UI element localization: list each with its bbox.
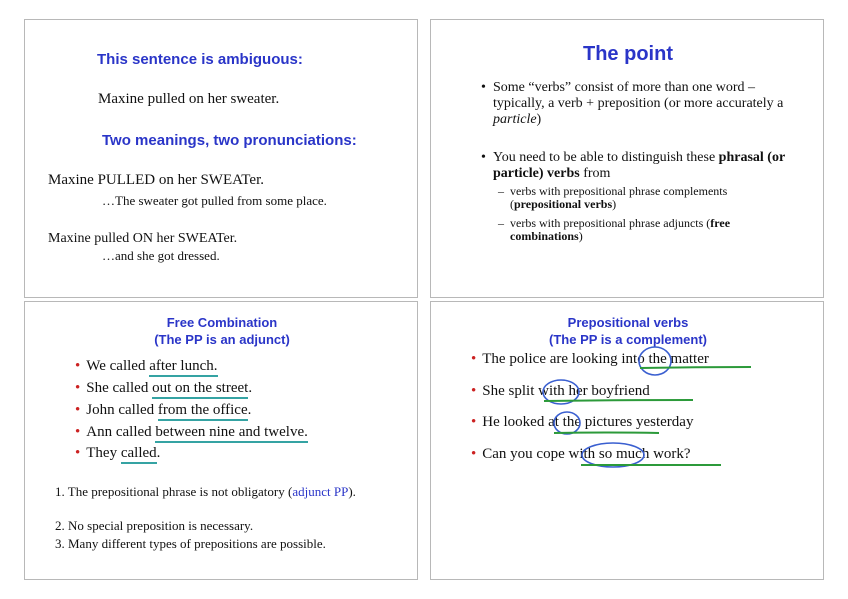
bullet-text-part: You need to be able to distinguish these — [493, 150, 719, 165]
numbered-item: 3. Many different types of prepositions are possible. — [55, 536, 326, 551]
dash-marker: – — [498, 216, 504, 230]
list-item: • Can you cope with so much work? — [471, 446, 691, 462]
bullet-bold: phrasal (or particle) verbs — [493, 150, 785, 181]
slide-ambiguity — [24, 19, 418, 298]
bullet-dot: • — [481, 150, 486, 165]
gloss-two: …and she got dressed. — [102, 248, 220, 263]
slide-title: The point — [583, 43, 673, 65]
list-item: • We called after lunch. — [75, 358, 218, 375]
dash-bold: free combinations — [510, 216, 731, 243]
dash-text-part: verbs with prepositional phrase complements ( — [510, 184, 728, 211]
bullet-italic: particle — [493, 112, 537, 127]
heading-line: (The PP is an adjunct) — [154, 332, 290, 347]
slide-prepositional-verbs — [430, 301, 824, 580]
slide-heading: This sentence is ambiguous: — [97, 51, 303, 68]
list-item: • She split with her boyfriend — [471, 383, 650, 399]
list-item: • He looked at the pictures yesterday — [471, 414, 694, 430]
slide-heading — [25, 314, 419, 348]
heading-line: (The PP is a complement) — [549, 332, 707, 347]
heading-line: Prepositional verbs — [567, 315, 689, 330]
slide-the-point — [430, 19, 824, 298]
complement-underline — [640, 367, 751, 368]
slide-free-combination — [24, 301, 418, 580]
bullet-dot: • — [481, 80, 486, 95]
preposition-circle — [639, 347, 671, 375]
complement-underline — [544, 400, 693, 401]
bullet-text-part: ) — [536, 112, 542, 127]
bullet-text-part: from — [579, 166, 611, 181]
list-item: • They called. — [75, 445, 160, 462]
bullet-text — [493, 80, 803, 128]
list-item: • Ann called between nine and twelve. — [75, 424, 308, 441]
bullet-text-part: Some “verbs” consist of more than one word – typically, a verb + preposition (or more accurately a — [493, 80, 784, 111]
example-sentence: Maxine pulled on her sweater. — [98, 91, 280, 107]
numbered-item: 2. No special preposition is necessary. — [55, 518, 254, 533]
bullet-text — [493, 150, 803, 182]
dash-text — [510, 185, 800, 211]
dash-marker: – — [498, 184, 504, 198]
list-item: • John called from the office. — [75, 402, 251, 419]
complement-underline — [554, 433, 659, 434]
dash-text-part: verbs with prepositional phrase adjuncts ( — [510, 216, 711, 230]
dash-bold: prepositional verbs — [514, 197, 613, 211]
slide-heading: Two meanings, two pronunciations: — [102, 132, 357, 149]
preposition-circle — [582, 443, 644, 467]
dash-text-part: ) — [612, 197, 617, 211]
list-item: • The police are looking into the matter — [471, 351, 709, 367]
dash-text-part: ) — [578, 229, 583, 243]
list-item: • She called out on the street. — [75, 380, 252, 397]
dash-text — [510, 217, 800, 243]
gloss-one: …The sweater got pulled from some place. — [102, 193, 327, 208]
reading-one: Maxine PULLED on her SWEATer. — [48, 172, 264, 188]
numbered-item: 1. The prepositional phrase is not obligatory (adjunct PP). — [55, 484, 356, 499]
annotation-marks — [431, 302, 825, 581]
reading-two: Maxine pulled ON her SWEATer. — [48, 231, 238, 246]
heading-line: Free Combination — [166, 315, 278, 330]
preposition-circle — [554, 412, 580, 434]
